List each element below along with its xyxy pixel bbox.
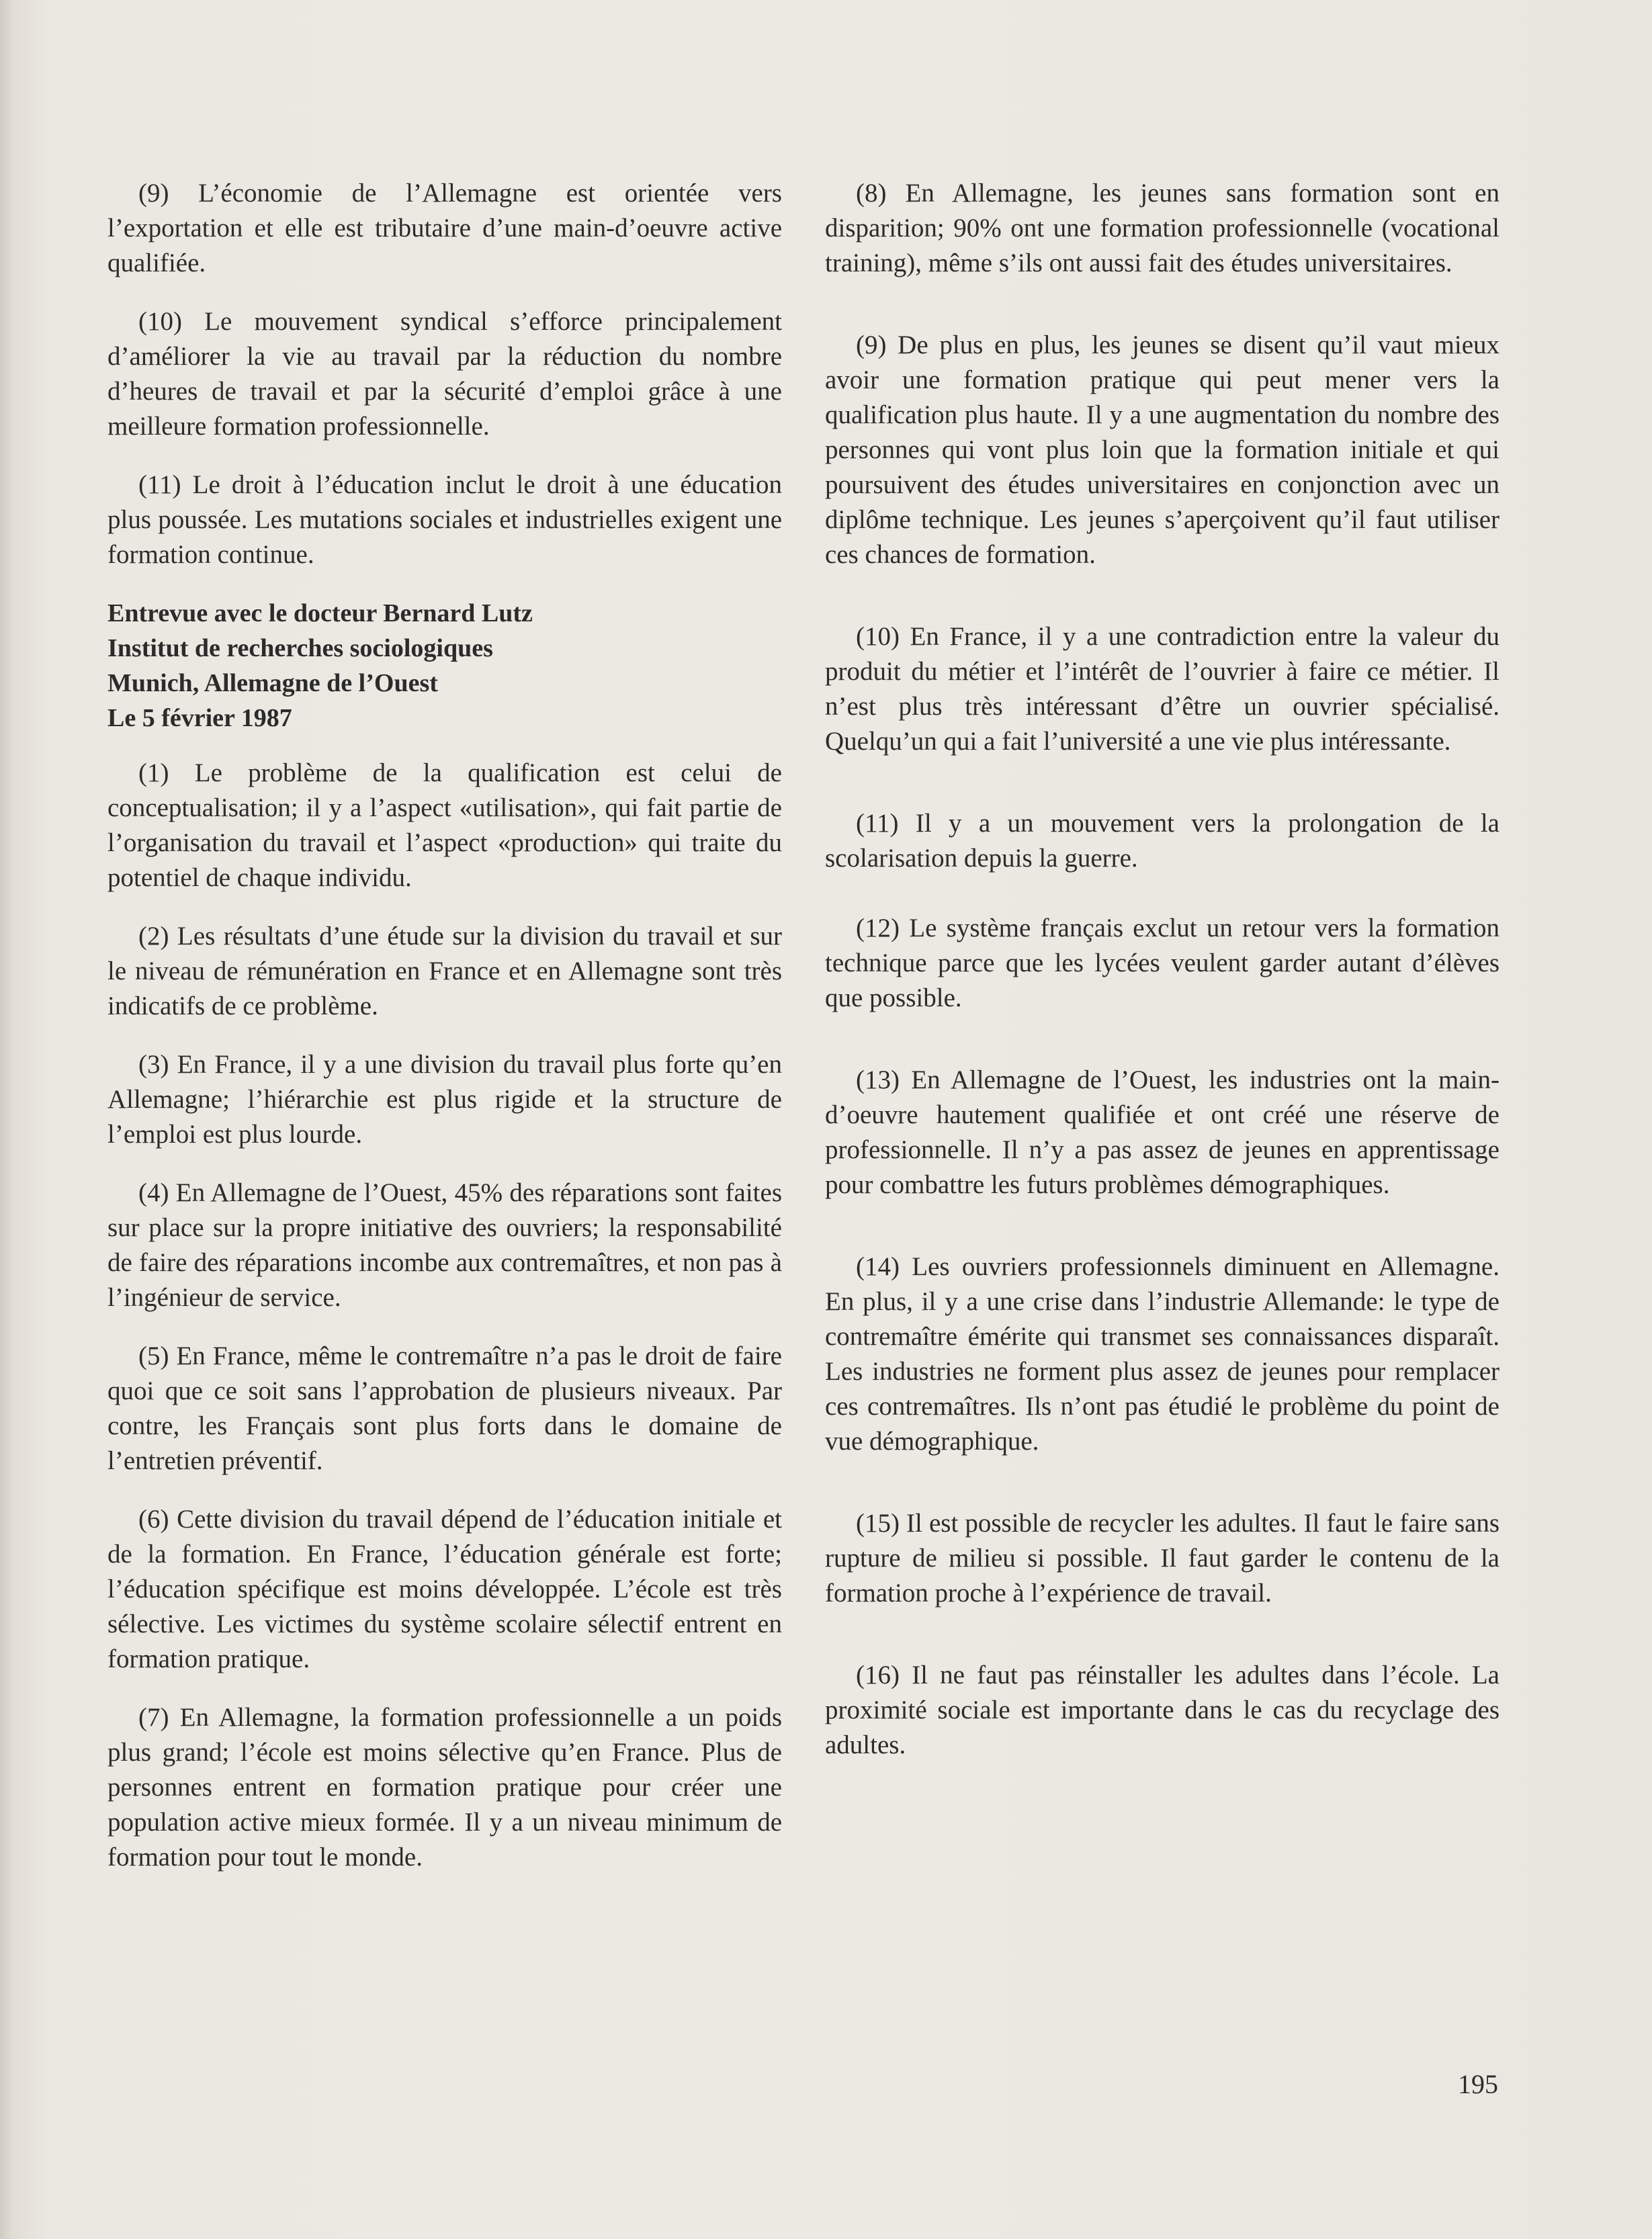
paragraph: (15) Il est possible de recycler les adultes. Il faut le faire sans rupture de milieu si possible. Il faut garder le contenu de la formation proche à l’expérience de travail. bbox=[825, 1509, 1499, 1608]
heading-line: Munich, Allemagne de l’Ouest bbox=[107, 669, 438, 697]
paragraph: (1) Le problème de la qualification est celui de conceptualisation; il y a l’aspect «utilisation», qui fait partie de l’organisation du travail et l’aspect «production» qui traite du potentiel de chaque individu. bbox=[107, 758, 782, 892]
paragraph: (12) Le système français exclut un retour vers la formation technique parce que les lycées veulent garder autant d’élèves que possible. bbox=[825, 914, 1499, 1012]
paragraph: (7) En Allemagne, la formation professionnelle a un poids plus grand; l’école est moins sélective qu’en France. Plus de personnes entrent en formation pratique pour créer une population active mieux formée. Il y a un niveau minimum de formation pour tout le monde. bbox=[107, 1703, 782, 1872]
page-edge-shadow bbox=[0, 0, 15, 2239]
paragraph: (16) Il ne faut pas réinstaller les adultes dans l’école. La proximité sociale est importante dans le cas du recyclage des adultes. bbox=[825, 1661, 1499, 1759]
interview-heading bbox=[107, 596, 782, 736]
paragraph: (4) En Allemagne de l’Ouest, 45% des réparations sont faites sur place sur la propre initiative des ouvriers; la responsabilité de faire des réparations incombe aux contremaîtres, et non pas à l’ingénieur de service. bbox=[107, 1178, 782, 1312]
paragraph: (11) Il y a un mouvement vers la prolongation de la scolarisation depuis la guerre. bbox=[825, 809, 1499, 873]
paragraph: (13) En Allemagne de l’Ouest, les industries ont la main-d’oeuvre hautement qualifiée et ont créé une réserve de professionnelle. Il n’y a pas assez de jeunes en apprentissage pour combattre les futurs problèmes démographiques. bbox=[825, 1065, 1499, 1199]
paragraph: (10) Le mouvement syndical s’efforce principalement d’améliorer la vie au travail par la réduction du nombre d’heures de travail et par la sécurité d’emploi grâce à une meilleure formation professionnelle. bbox=[107, 307, 782, 441]
paragraph: (9) De plus en plus, les jeunes se disent qu’il vaut mieux avoir une formation pratique qui peut mener vers la qualification plus haute. Il y a une augmentation du nombre des personnes qui vont plus loin que la formation initiale et qui poursuivent des études universitaires en conjonction avec un diplôme technique. Les jeunes s’aperçoivent qu’il faut utiliser ces chances de formation. bbox=[825, 331, 1499, 569]
heading-line: Entrevue avec le docteur Bernard Lutz bbox=[107, 599, 533, 627]
paragraph: (3) En France, il y a une division du travail plus forte qu’en Allemagne; l’hiérarchie est plus rigide et la structure de l’emploi est plus lourde. bbox=[107, 1050, 782, 1149]
paragraph: (2) Les résultats d’une étude sur la division du travail et sur le niveau de rémunération en France et en Allemagne sont très indicatifs de ce problème. bbox=[107, 922, 782, 1020]
paragraph: (6) Cette division du travail dépend de l’éducation initiale et de la formation. En France, l’éducation générale est forte; l’éducation spécifique est moins développée. L’école est très sélective. Les victimes du système scolaire sélectif entrent en formation pratique. bbox=[107, 1505, 782, 1673]
paragraph: (11) Le droit à l’éducation inclut le droit à une éducation plus poussée. Les mutations sociales et industrielles exigent une formation continue. bbox=[107, 470, 782, 569]
left-column bbox=[107, 176, 782, 1898]
heading-line: Institut de recherches sociologiques bbox=[107, 634, 493, 662]
paragraph: (10) En France, il y a une contradiction entre la valeur du produit du métier et l’intérêt de l’ouvrier à faire ce métier. Il n’est plus très intéressant d’être un ouvrier spécialisé. Quelqu’un qui a fait l’université a une vie plus intéressante. bbox=[825, 622, 1499, 756]
paragraph: (5) En France, même le contremaître n’a pas le droit de faire quoi que ce soit sans l’approbation de plusieurs niveaux. Par contre, les Français sont plus forts dans le domaine de l’entretien préventif. bbox=[107, 1342, 782, 1475]
paragraph: (8) En Allemagne, les jeunes sans formation sont en disparition; 90% ont une formation professionnelle (vocational training), même s’ils ont aussi fait des études universitaires. bbox=[825, 179, 1499, 277]
page-number: 195 bbox=[1458, 2069, 1498, 2099]
paragraph: (14) Les ouvriers professionnels diminuent en Allemagne. En plus, il y a une crise dans l’industrie Allemande: le type de contremaître émérite qui transmet ses connaissances disparaît. Les industries ne forment plus assez de jeunes pour remplacer ces contremaîtres. Ils n’ont pas étudié le problème du point de vue démographique. bbox=[825, 1252, 1499, 1456]
right-column bbox=[825, 176, 1499, 1810]
heading-date: Le 5 février 1987 bbox=[107, 704, 292, 732]
paragraph: (9) L’économie de l’Allemagne est orientée vers l’exportation et elle est tributaire d’une main-d’oeuvre active qualifiée. bbox=[107, 179, 782, 277]
